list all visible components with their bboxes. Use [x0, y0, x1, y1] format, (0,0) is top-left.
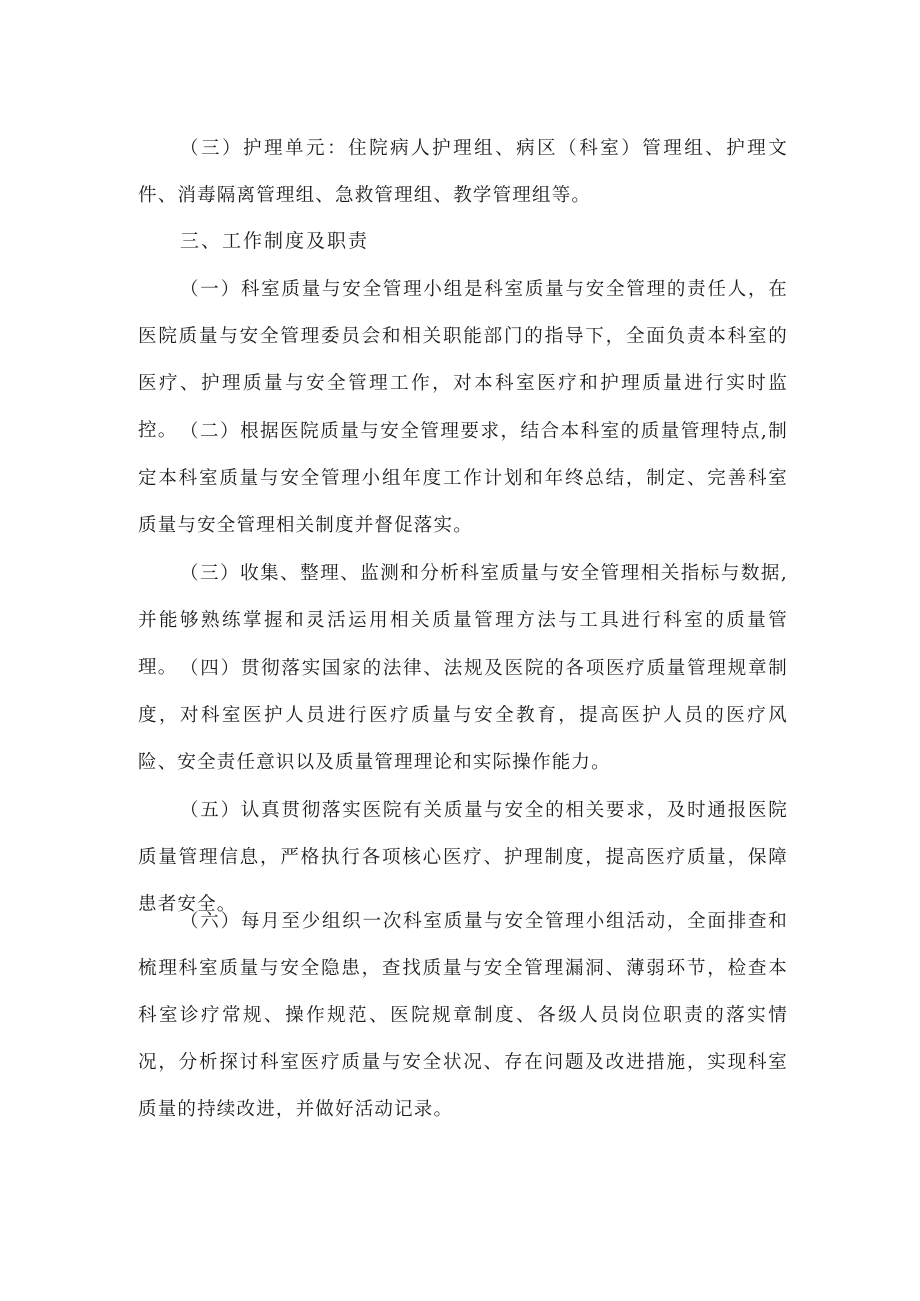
paragraph-item-3: （三）收集、整理、监测和分析科室质量与安全管理相关指标与数据,并能够熟练掌握和灵活运用相关质量管理方法与工具进行科室的质量管理。: [138, 563, 788, 678]
paragraph-item-2: （二）根据医院质量与安全管理要求，结合本科室的质量管理特点,制定本科室质量与安全管理小组年度工作计划和年终总结，制定、完善科室质量与安全管理相关制度并督促落实。: [138, 421, 788, 536]
paragraph-item-1: （一）科室质量与安全管理小组是科室质量与安全管理的责任人，在医院质量与安全管理委员会和相关职能部门的指导下，全面负责本科室的医疗、护理质量与安全管理工作，对本科室医疗和护理质量进行实时监控。: [138, 279, 788, 441]
paragraph-item-4: （四）贯彻落实国家的法律、法规及医院的各项医疗质量管理规章制度，对科室医护人员进行医疗质量与安全教育，提高医护人员的医疗风险、安全责任意识以及质量管理理论和实际操作能力。: [138, 658, 788, 773]
paragraph-item-5: （五）认真贯彻落实医院有关质量与安全的相关要求，及时通报医院质量管理信息，严格执行各项核心医疗、护理制度，提高医疗质量，保障患者安全。: [138, 800, 788, 915]
paragraph-nursing-unit: （三）护理单元：住院病人护理组、病区（科室）管理组、护理文件、消毒隔离管理组、急救管理组、教学管理组等。: [138, 138, 788, 206]
section-heading: 三、工作制度及职责: [180, 230, 370, 252]
paragraph-item-6: （六）每月至少组织一次科室质量与安全管理小组活动，全面排查和梳理科室质量与安全隐患，查找质量与安全管理漏洞、薄弱环节，检查本科室诊疗常规、操作规范、医院规章制度、各级人员岗位职责的落实情况，分析探讨科室医疗质量与安全状况、存在问题及改进措施，实现科室质量的持续改进，并做好活动记录。: [138, 911, 788, 1120]
